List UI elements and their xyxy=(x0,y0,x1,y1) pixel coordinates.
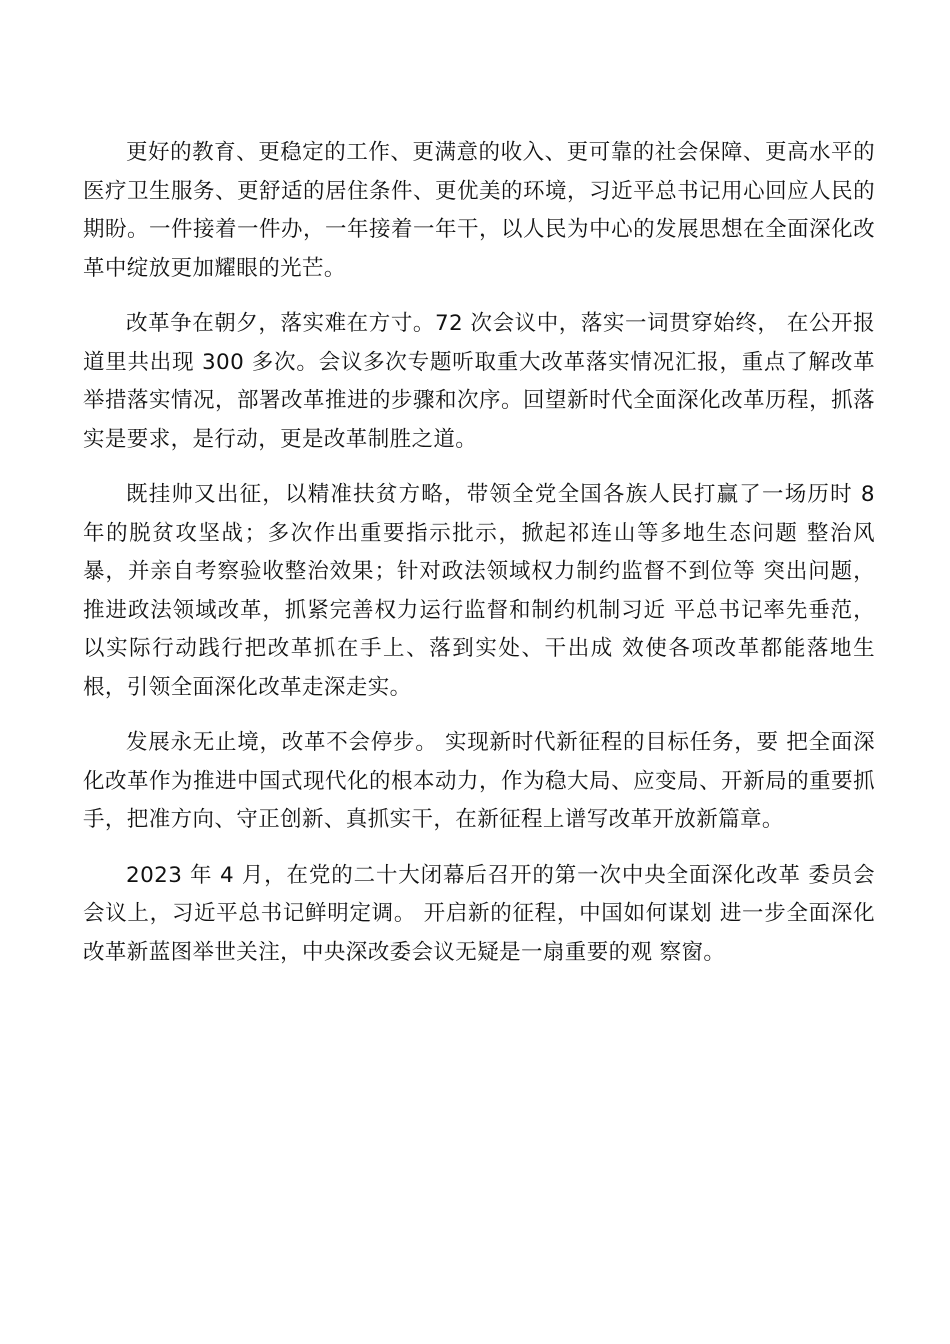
document-body xyxy=(83,134,875,989)
paragraph-5: 2023 年 4 月，在党的二十大闭幕后召开的第一次中央全面深化改革 委员会会议上，习近平总书记鲜明定调。 开启新的征程，中国如何谋划 进一步全面深化改革新蓝图举世关注，中央深改委会议无疑是一扇重要的观 察窗。 xyxy=(83,862,875,965)
paragraph-4: 发展永无止境，改革不会停步。 实现新时代新征程的目标任务，要 把全面深化改革作为推进中国式现代化的根本动力，作为稳大局、应变局、开新局的重要抓手，把准方向、守正创新、真抓实干，在新征程上谱写改革开放新篇章。 xyxy=(83,730,875,832)
paragraph-3: 既挂帅又出征，以精准扶贫方略，带领全党全国各族人民打赢了一场历时 8 年的脱贫攻坚战；多次作出重要指示批示，掀起祁连山等多地生态问题 整治风暴，并亲自考察验收整治效果；针对政法领域权力制约监督不到位等 突出问题，推进政法领域改革，抓紧完善权力运行监督和制约机制习近 平总书记率先垂范，以实际行动践行把改革抓在手上、落到实处、干出成 效使各项改革都能落地生根，引领全面深化改革走深走实。 xyxy=(83,482,875,700)
paragraph-1: 更好的教育、更稳定的工作、更满意的收入、更可靠的社会保障、更高水平的医疗卫生服务、更舒适的居住条件、更优美的环境，习近平总书记用心回应人民的期盼。一件接着一件办，一年接着一年干，以人民为中心的发展思想在全面深化改革中绽放更加耀眼的光芒。 xyxy=(83,140,875,281)
paragraph-2: 改革争在朝夕，落实难在方寸。72 次会议中，落实一词贯穿始终， 在公开报道里共出现 300 多次。会议多次专题听取重大改革落实情况汇报，重点了解改革举措落实情况，部署改革推进的步骤和次序。回望新时代全面深化改革历程，抓落实是要求，是行动，更是改革制胜之道。 xyxy=(83,311,875,452)
